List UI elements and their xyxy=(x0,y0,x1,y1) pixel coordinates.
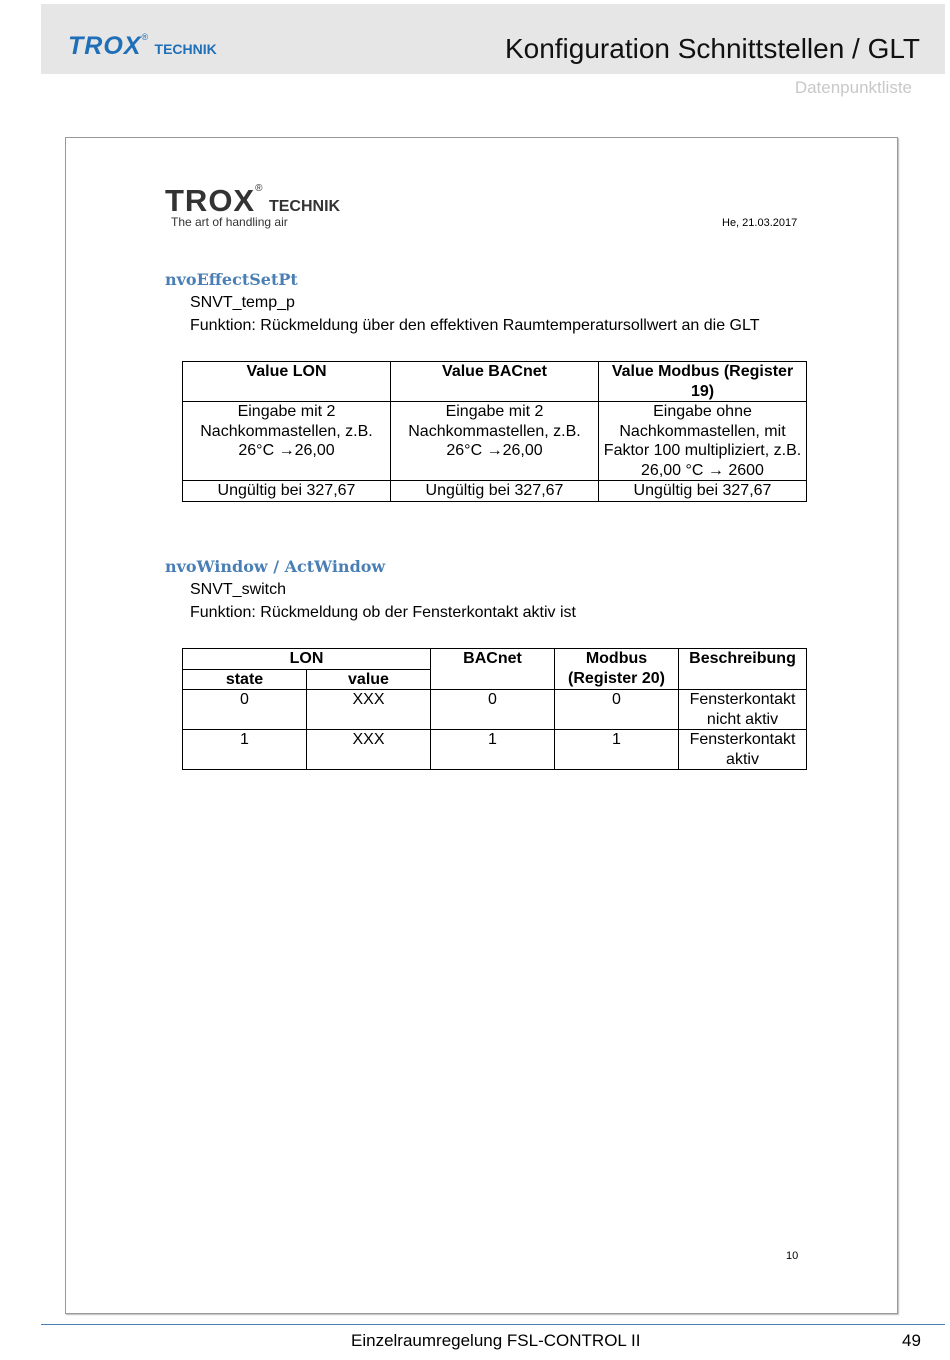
inner-logo-reg: ® xyxy=(255,183,263,194)
section2-type: SNVT_switch xyxy=(190,581,287,598)
table-row xyxy=(183,362,807,402)
header-cell: state xyxy=(183,669,307,690)
document-subtitle: Datenpunktliste xyxy=(794,78,912,97)
section2-function: Funktion: Rückmeldung ob der Fensterkontakt aktiv ist xyxy=(190,604,576,621)
section1-title: nvoEffectSetPt xyxy=(165,270,298,289)
table-cell: Ungültig bei 327,67 xyxy=(599,481,807,502)
window-contact-table xyxy=(182,648,807,770)
table-row xyxy=(183,649,807,670)
logo-brand: TROX xyxy=(68,32,142,60)
section1-function: Funktion: Rückmeldung über den effektiven Raumtemperatursollwert an die GLT xyxy=(190,317,760,334)
document-date: He, 21.03.2017 xyxy=(722,217,798,229)
table-cell: 0 xyxy=(555,690,679,730)
table-cell: XXX xyxy=(307,730,431,770)
table-row xyxy=(183,481,807,502)
table-cell: Ungültig bei 327,67 xyxy=(183,481,391,502)
section2-title: nvoWindow / ActWindow xyxy=(165,557,386,576)
trox-logo xyxy=(68,32,217,61)
logo-sub: TECHNIK xyxy=(154,41,217,57)
header-cell: Modbus (Register 20) xyxy=(555,649,679,690)
header-cell: value xyxy=(307,669,431,690)
table-row xyxy=(183,690,807,730)
footer-page-number: 49 xyxy=(902,1331,921,1350)
logo-tagline: The art of handling air xyxy=(171,215,288,229)
table-cell: Fensterkontakt aktiv xyxy=(679,730,807,770)
table-cell: Ungültig bei 327,67 xyxy=(391,481,599,502)
inner-trox-logo xyxy=(165,183,341,229)
section1-type: SNVT_temp_p xyxy=(190,294,295,311)
setpoint-table xyxy=(182,361,807,502)
table-cell: Eingabe ohne Nachkommastellen, mit Faktor 100 multipliziert, z.B. 26,00 °C → 2600 xyxy=(599,402,807,481)
logo-reg: ® xyxy=(141,32,149,42)
document-title: Konfiguration Schnittstellen / GLT xyxy=(504,33,920,64)
header-cell: Value LON xyxy=(183,362,391,402)
header-cell: Beschreibung xyxy=(679,649,807,690)
inner-page-number: 10 xyxy=(786,1250,799,1262)
footer-divider xyxy=(41,1324,945,1325)
table-cell: 1 xyxy=(431,730,555,770)
header-cell: BACnet xyxy=(431,649,555,690)
header-cell: Value BACnet xyxy=(391,362,599,402)
footer-title: Einzelraumregelung FSL-CONTROL II xyxy=(351,1331,641,1350)
inner-logo-brand: TROX xyxy=(165,183,256,218)
table-cell: 1 xyxy=(555,730,679,770)
table-cell: XXX xyxy=(307,690,431,730)
inner-logo-sub: TECHNIK xyxy=(268,198,341,215)
table-cell: Fensterkontakt nicht aktiv xyxy=(679,690,807,730)
table-cell: Eingabe mit 2 Nachkommastellen, z.B. 26°C →26,00 xyxy=(183,402,391,481)
header-cell: LON xyxy=(183,649,431,670)
header-cell: Value Modbus (Register 19) xyxy=(599,362,807,402)
table-row xyxy=(183,730,807,770)
table-cell: 0 xyxy=(183,690,307,730)
table-row xyxy=(183,402,807,481)
table-cell: Eingabe mit 2 Nachkommastellen, z.B. 26°C →26,00 xyxy=(391,402,599,481)
table-cell: 0 xyxy=(431,690,555,730)
table-cell: 1 xyxy=(183,730,307,770)
